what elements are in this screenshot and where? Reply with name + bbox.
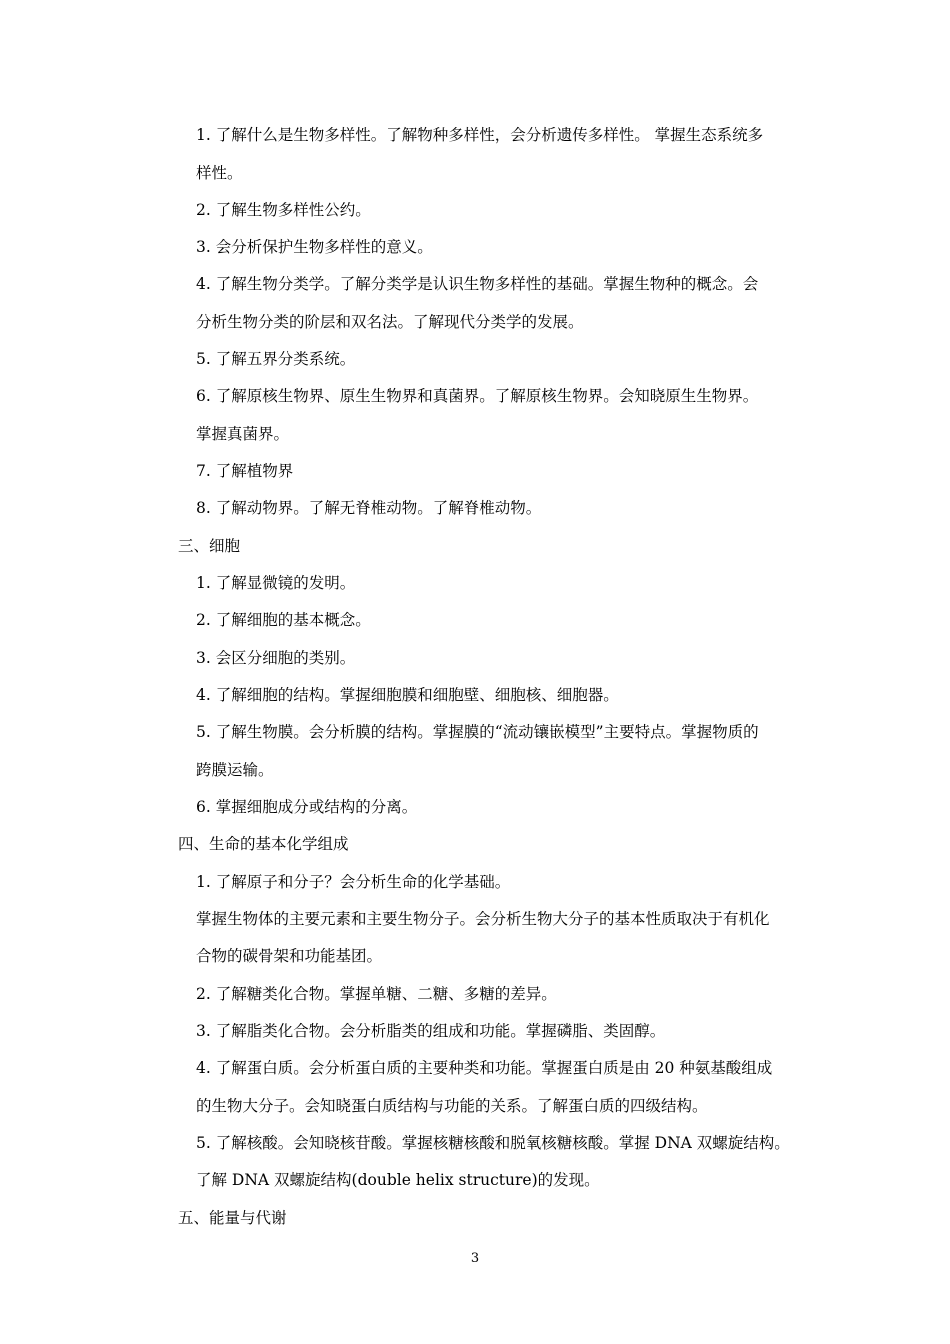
list-item: 3. 会区分细胞的类别。 (196, 649, 356, 667)
list-item: 4. 了解细胞的结构。掌握细胞膜和细胞壁、细胞核、细胞器。 (196, 686, 619, 704)
list-item-continuation: 分析生物分类的阶层和双名法。了解现代分类学的发展。 (196, 313, 584, 331)
list-item: 1. 了解原子和分子？会分析生命的化学基础。 (196, 873, 511, 891)
list-item: 6. 了解原核生物界、原生生物界和真菌界。了解原核生物界。会知晓原生生物界。 (196, 387, 759, 405)
list-item: 3. 会分析保护生物多样性的意义。 (196, 238, 433, 256)
list-item: 4. 了解生物分类学。了解分类学是认识生物多样性的基础。掌握生物种的概念。会 (196, 275, 759, 293)
list-item: 1. 了解显微镜的发明。 (196, 574, 356, 592)
list-item-continuation: 了解 DNA 双螺旋结构(double helix structure)的发现。 (196, 1171, 600, 1189)
list-item: 2. 了解细胞的基本概念。 (196, 611, 371, 629)
list-item-continuation: 样性。 (196, 164, 243, 182)
section-heading: 五、能量与代谢 (178, 1209, 287, 1227)
list-item: 3. 了解脂类化合物。会分析脂类的组成和功能。掌握磷脂、类固醇。 (196, 1022, 666, 1040)
list-item: 2. 了解生物多样性公约。 (196, 201, 371, 219)
page-number: 3 (470, 1251, 480, 1266)
list-item-continuation: 的生物大分子。会知晓蛋白质结构与功能的关系。了解蛋白质的四级结构。 (196, 1097, 708, 1115)
paragraph-line: 掌握生物体的主要元素和主要生物分子。会分析生物大分子的基本性质取决于有机化 (196, 910, 770, 928)
list-item: 8. 了解动物界。了解无脊椎动物。了解脊椎动物。 (196, 499, 542, 517)
section-heading: 三、细胞 (178, 537, 241, 555)
list-item: 5. 了解五界分类系统。 (196, 350, 356, 368)
list-item: 5. 了解生物膜。会分析膜的结构。掌握膜的“流动镶嵌模型”主要特点。掌握物质的 (196, 723, 759, 741)
list-item: 5. 了解核酸。会知晓核苷酸。掌握核糖核酸和脱氧核糖核酸。掌握 DNA 双螺旋结构。 (196, 1134, 790, 1152)
list-item: 1. 了解什么是生物多样性。了解物种多样性，会分析遗传多样性。 掌握生态系统多 (196, 126, 764, 144)
paragraph-line: 合物的碳骨架和功能基团。 (196, 947, 383, 965)
section-heading: 四、生命的基本化学组成 (178, 835, 349, 853)
list-item-continuation: 跨膜运输。 (196, 761, 274, 779)
list-item: 6. 掌握细胞成分或结构的分离。 (196, 798, 418, 816)
list-item: 7. 了解植物界 (196, 462, 294, 480)
list-item-continuation: 掌握真菌界。 (196, 425, 290, 443)
list-item: 2. 了解糖类化合物。掌握单糖、二糖、多糖的差异。 (196, 985, 557, 1003)
list-item: 4. 了解蛋白质。会分析蛋白质的主要种类和功能。掌握蛋白质是由 20 种氨基酸组成 (196, 1059, 773, 1077)
